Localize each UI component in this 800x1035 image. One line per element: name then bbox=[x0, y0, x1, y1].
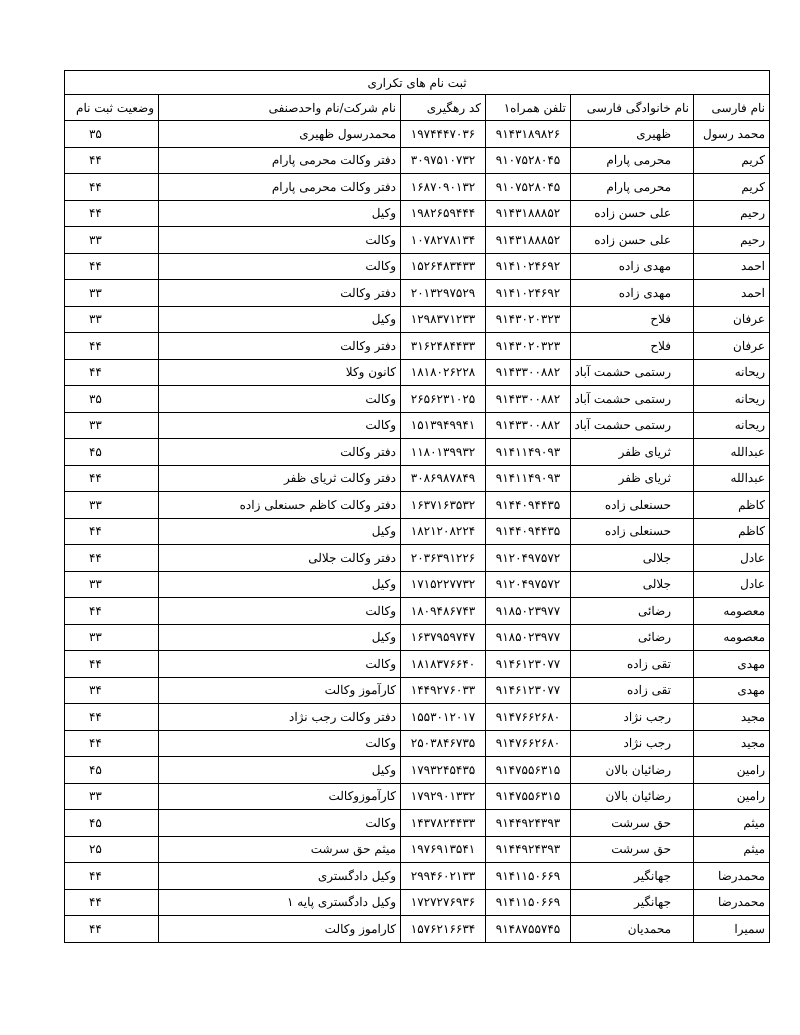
cell-tracking-code: ۲۰۳۶۳۹۱۲۲۶ bbox=[401, 545, 486, 572]
cell-last-name: جهانگیر bbox=[571, 863, 694, 890]
table-header-row bbox=[64, 95, 769, 121]
cell-status: ۴۴ bbox=[64, 916, 158, 943]
cell-tracking-code: ۱۶۳۷۹۵۹۷۴۷ bbox=[401, 624, 486, 651]
cell-tracking-code: ۳۰۸۶۹۸۷۸۴۹ bbox=[401, 465, 486, 492]
cell-company: محمدرسول ظهیری bbox=[159, 121, 401, 148]
cell-last-name: جهانگیر bbox=[571, 889, 694, 916]
cell-last-name: رجب نژاد bbox=[571, 730, 694, 757]
cell-tracking-code: ۲۹۹۴۶۰۲۱۳۳ bbox=[401, 863, 486, 890]
cell-tracking-code: ۱۸۲۱۲۰۸۲۲۴ bbox=[401, 518, 486, 545]
cell-company: وکیل دادگستری پایه ۱ bbox=[159, 889, 401, 916]
cell-last-name: جلالی bbox=[571, 571, 694, 598]
cell-status: ۴۵ bbox=[64, 810, 158, 837]
table-row bbox=[64, 863, 769, 890]
table-row bbox=[64, 253, 769, 280]
table-body bbox=[64, 121, 769, 943]
table-row bbox=[64, 651, 769, 678]
cell-first-name: سمیرا bbox=[694, 916, 770, 943]
cell-status: ۴۴ bbox=[64, 598, 158, 625]
table-row bbox=[64, 174, 769, 201]
cell-status: ۳۳ bbox=[64, 227, 158, 254]
cell-mobile: ۹۱۴۱۰۲۴۶۹۲ bbox=[486, 280, 571, 307]
cell-mobile: ۹۱۴۴۹۲۴۳۹۳ bbox=[486, 810, 571, 837]
cell-last-name: رضائی bbox=[571, 598, 694, 625]
cell-status: ۴۴ bbox=[64, 253, 158, 280]
cell-tracking-code: ۱۲۹۸۳۷۱۲۳۳ bbox=[401, 306, 486, 333]
cell-company: وکالت bbox=[159, 651, 401, 678]
table-row bbox=[64, 730, 769, 757]
cell-last-name: ظهیری bbox=[571, 121, 694, 148]
cell-company: دفتر وکالت محرمی پارام bbox=[159, 147, 401, 174]
cell-last-name: حسنعلی زاده bbox=[571, 518, 694, 545]
cell-tracking-code: ۱۷۹۳۲۴۵۴۳۵ bbox=[401, 757, 486, 784]
cell-last-name: علی حسن زاده bbox=[571, 200, 694, 227]
cell-first-name: ریحانه bbox=[694, 386, 770, 413]
cell-tracking-code: ۱۷۹۲۹۰۱۳۳۲ bbox=[401, 783, 486, 810]
cell-status: ۴۴ bbox=[64, 333, 158, 360]
table-row bbox=[64, 598, 769, 625]
cell-status: ۴۵ bbox=[64, 757, 158, 784]
cell-mobile: ۹۱۴۳۰۲۰۳۲۳ bbox=[486, 333, 571, 360]
cell-status: ۴۴ bbox=[64, 545, 158, 572]
cell-company: دفتر وکالت کاظم حسنعلی زاده bbox=[159, 492, 401, 519]
cell-last-name: رستمی حشمت آباد bbox=[571, 386, 694, 413]
table-row bbox=[64, 306, 769, 333]
cell-tracking-code: ۱۶۳۷۱۶۳۵۳۲ bbox=[401, 492, 486, 519]
cell-last-name: حق سرشت bbox=[571, 836, 694, 863]
cell-mobile: ۹۱۴۴۹۲۴۳۹۳ bbox=[486, 836, 571, 863]
table-row bbox=[64, 757, 769, 784]
cell-company: وکیل دادگستری bbox=[159, 863, 401, 890]
cell-first-name: ریحانه bbox=[694, 359, 770, 386]
header-company: نام شرکت/نام واحدصنفی bbox=[159, 95, 401, 121]
table-row bbox=[64, 545, 769, 572]
cell-mobile: ۹۱۰۷۵۲۸۰۴۵ bbox=[486, 147, 571, 174]
cell-first-name: کاظم bbox=[694, 492, 770, 519]
table-title: ثبت نام های تکراری bbox=[64, 71, 769, 95]
cell-tracking-code: ۲۵۰۳۸۴۶۷۳۵ bbox=[401, 730, 486, 757]
cell-first-name: کاظم bbox=[694, 518, 770, 545]
header-last-name: نام خانوادگی فارسی bbox=[571, 95, 694, 121]
cell-first-name: عرفان bbox=[694, 306, 770, 333]
cell-status: ۳۳ bbox=[64, 412, 158, 439]
cell-last-name: تقی زاده bbox=[571, 677, 694, 704]
table-title-row bbox=[64, 71, 769, 95]
table-row bbox=[64, 227, 769, 254]
cell-first-name: میثم bbox=[694, 810, 770, 837]
cell-status: ۴۴ bbox=[64, 200, 158, 227]
cell-first-name: عادل bbox=[694, 571, 770, 598]
cell-first-name: عرفان bbox=[694, 333, 770, 360]
table-row bbox=[64, 412, 769, 439]
cell-first-name: معصومه bbox=[694, 598, 770, 625]
table-row bbox=[64, 810, 769, 837]
table-row bbox=[64, 359, 769, 386]
cell-status: ۴۴ bbox=[64, 651, 158, 678]
cell-first-name: رامین bbox=[694, 757, 770, 784]
cell-mobile: ۹۱۴۸۷۵۵۷۴۵ bbox=[486, 916, 571, 943]
cell-first-name: رحیم bbox=[694, 200, 770, 227]
cell-company: دفتر وکالت bbox=[159, 439, 401, 466]
cell-company: وکالت bbox=[159, 386, 401, 413]
table-row bbox=[64, 386, 769, 413]
cell-mobile: ۹۱۴۷۵۵۶۳۱۵ bbox=[486, 757, 571, 784]
cell-mobile: ۹۱۴۳۳۰۰۸۸۲ bbox=[486, 386, 571, 413]
duplicate-registrations-sheet bbox=[65, 70, 770, 943]
cell-tracking-code: ۱۵۵۳۰۱۲۰۱۷ bbox=[401, 704, 486, 731]
cell-mobile: ۹۱۸۵۰۲۳۹۷۷ bbox=[486, 598, 571, 625]
cell-company: کارآموز وکالت bbox=[159, 677, 401, 704]
cell-tracking-code: ۲۰۱۳۲۹۷۵۲۹ bbox=[401, 280, 486, 307]
cell-status: ۳۵ bbox=[64, 121, 158, 148]
cell-tracking-code: ۱۴۳۷۸۲۴۴۳۳ bbox=[401, 810, 486, 837]
cell-first-name: عادل bbox=[694, 545, 770, 572]
cell-status: ۴۴ bbox=[64, 863, 158, 890]
header-status: وضعیت ثبت نام bbox=[64, 95, 158, 121]
table-row bbox=[64, 916, 769, 943]
cell-company: وکالت bbox=[159, 598, 401, 625]
cell-first-name: میثم bbox=[694, 836, 770, 863]
cell-last-name: ثریای ظفر bbox=[571, 439, 694, 466]
table-row bbox=[64, 704, 769, 731]
cell-first-name: احمد bbox=[694, 280, 770, 307]
cell-company: دفتر وکالت bbox=[159, 280, 401, 307]
cell-company: وکیل bbox=[159, 306, 401, 333]
cell-company: وکیل bbox=[159, 624, 401, 651]
cell-status: ۴۴ bbox=[64, 889, 158, 916]
cell-mobile: ۹۱۴۷۶۶۲۶۸۰ bbox=[486, 730, 571, 757]
cell-status: ۳۳ bbox=[64, 306, 158, 333]
cell-last-name: محرمی پارام bbox=[571, 147, 694, 174]
cell-tracking-code: ۱۷۱۵۲۲۷۷۳۲ bbox=[401, 571, 486, 598]
cell-company: وکالت bbox=[159, 730, 401, 757]
cell-company: وکالت bbox=[159, 412, 401, 439]
cell-tracking-code: ۱۰۷۸۲۷۸۱۳۴ bbox=[401, 227, 486, 254]
cell-mobile: ۹۱۴۳۱۸۸۸۵۲ bbox=[486, 227, 571, 254]
table-row bbox=[64, 439, 769, 466]
cell-status: ۴۴ bbox=[64, 465, 158, 492]
cell-mobile: ۹۱۲۰۴۹۷۵۷۲ bbox=[486, 571, 571, 598]
cell-last-name: رضائیان بالان bbox=[571, 757, 694, 784]
cell-first-name: ریحانه bbox=[694, 412, 770, 439]
cell-tracking-code: ۱۸۰۹۴۸۶۷۴۳ bbox=[401, 598, 486, 625]
cell-first-name: مهدی bbox=[694, 651, 770, 678]
cell-last-name: حسنعلی زاده bbox=[571, 492, 694, 519]
cell-company: وکالت bbox=[159, 810, 401, 837]
cell-company: وکیل bbox=[159, 518, 401, 545]
cell-mobile: ۹۱۴۱۱۵۰۶۶۹ bbox=[486, 863, 571, 890]
cell-mobile: ۹۱۴۳۳۰۰۸۸۲ bbox=[486, 412, 571, 439]
cell-mobile: ۹۱۴۱۱۴۹۰۹۳ bbox=[486, 465, 571, 492]
table-row bbox=[64, 571, 769, 598]
cell-company: وکیل bbox=[159, 571, 401, 598]
cell-tracking-code: ۳۱۶۲۴۸۴۴۳۳ bbox=[401, 333, 486, 360]
cell-mobile: ۹۱۴۱۱۴۹۰۹۳ bbox=[486, 439, 571, 466]
cell-last-name: رضائیان بالان bbox=[571, 783, 694, 810]
table-row bbox=[64, 783, 769, 810]
cell-first-name: رحیم bbox=[694, 227, 770, 254]
cell-tracking-code: ۳۰۹۷۵۱۰۷۳۲ bbox=[401, 147, 486, 174]
cell-mobile: ۹۱۴۶۱۲۳۰۷۷ bbox=[486, 651, 571, 678]
cell-first-name: محمدرضا bbox=[694, 889, 770, 916]
cell-first-name: عبدالله bbox=[694, 465, 770, 492]
cell-first-name: مجید bbox=[694, 704, 770, 731]
cell-first-name: احمد bbox=[694, 253, 770, 280]
cell-mobile: ۹۱۴۴۰۹۴۴۳۵ bbox=[486, 518, 571, 545]
cell-mobile: ۹۱۴۳۰۲۰۳۲۳ bbox=[486, 306, 571, 333]
header-first-name: نام فارسی bbox=[694, 95, 770, 121]
cell-mobile: ۹۱۸۵۰۲۳۹۷۷ bbox=[486, 624, 571, 651]
cell-company: وکالت bbox=[159, 253, 401, 280]
cell-status: ۳۳ bbox=[64, 571, 158, 598]
cell-first-name: مجید bbox=[694, 730, 770, 757]
cell-last-name: رضائی bbox=[571, 624, 694, 651]
cell-tracking-code: ۱۵۱۳۹۴۹۹۴۱ bbox=[401, 412, 486, 439]
table-row bbox=[64, 492, 769, 519]
cell-status: ۴۴ bbox=[64, 359, 158, 386]
cell-company: دفتر وکالت جلالی bbox=[159, 545, 401, 572]
cell-first-name: محمدرضا bbox=[694, 863, 770, 890]
cell-status: ۴۴ bbox=[64, 147, 158, 174]
cell-tracking-code: ۱۹۷۶۹۱۳۵۴۱ bbox=[401, 836, 486, 863]
cell-mobile: ۹۱۴۶۱۲۳۰۷۷ bbox=[486, 677, 571, 704]
cell-last-name: فلاح bbox=[571, 306, 694, 333]
cell-first-name: محمد رسول bbox=[694, 121, 770, 148]
cell-tracking-code: ۱۹۷۴۴۴۷۰۳۶ bbox=[401, 121, 486, 148]
cell-tracking-code: ۱۹۸۲۶۵۹۴۴۴ bbox=[401, 200, 486, 227]
cell-mobile: ۹۱۴۷۵۵۶۳۱۵ bbox=[486, 783, 571, 810]
cell-tracking-code: ۱۸۱۸۳۷۶۶۴۰ bbox=[401, 651, 486, 678]
cell-tracking-code: ۱۵۷۶۲۱۶۶۳۴ bbox=[401, 916, 486, 943]
cell-last-name: رستمی حشمت آباد bbox=[571, 359, 694, 386]
table-row bbox=[64, 200, 769, 227]
table-row bbox=[64, 836, 769, 863]
cell-last-name: مهدی زاده bbox=[571, 280, 694, 307]
cell-last-name: علی حسن زاده bbox=[571, 227, 694, 254]
cell-last-name: ثریای ظفر bbox=[571, 465, 694, 492]
cell-tracking-code: ۱۶۸۷۰۹۰۱۳۲ bbox=[401, 174, 486, 201]
cell-tracking-code: ۱۱۸۰۱۳۹۹۳۲ bbox=[401, 439, 486, 466]
cell-company: دفتر وکالت محرمی پارام bbox=[159, 174, 401, 201]
cell-company: کانون وکلا bbox=[159, 359, 401, 386]
duplicate-registrations-table bbox=[64, 70, 770, 943]
cell-status: ۲۵ bbox=[64, 836, 158, 863]
table-row bbox=[64, 147, 769, 174]
cell-tracking-code: ۱۷۲۷۲۷۶۹۳۶ bbox=[401, 889, 486, 916]
cell-first-name: کریم bbox=[694, 147, 770, 174]
cell-status: ۳۳ bbox=[64, 280, 158, 307]
cell-company: وکیل bbox=[159, 200, 401, 227]
table-row bbox=[64, 624, 769, 651]
cell-mobile: ۹۱۰۷۵۲۸۰۴۵ bbox=[486, 174, 571, 201]
cell-last-name: محمدیان bbox=[571, 916, 694, 943]
cell-status: ۴۴ bbox=[64, 174, 158, 201]
cell-tracking-code: ۱۴۴۹۲۷۶۰۳۳ bbox=[401, 677, 486, 704]
cell-mobile: ۹۱۴۴۰۹۴۴۳۵ bbox=[486, 492, 571, 519]
cell-mobile: ۹۱۴۱۰۲۴۶۹۲ bbox=[486, 253, 571, 280]
cell-last-name: جلالی bbox=[571, 545, 694, 572]
cell-last-name: فلاح bbox=[571, 333, 694, 360]
cell-mobile: ۹۱۴۱۱۵۰۶۶۹ bbox=[486, 889, 571, 916]
cell-status: ۴۴ bbox=[64, 518, 158, 545]
cell-status: ۴۵ bbox=[64, 439, 158, 466]
cell-last-name: مهدی زاده bbox=[571, 253, 694, 280]
cell-company: وکالت bbox=[159, 227, 401, 254]
cell-company: وکیل bbox=[159, 757, 401, 784]
cell-company: دفتر وکالت bbox=[159, 333, 401, 360]
cell-tracking-code: ۱۵۲۶۴۸۳۴۳۳ bbox=[401, 253, 486, 280]
cell-company: میثم حق سرشت bbox=[159, 836, 401, 863]
cell-status: ۴۴ bbox=[64, 704, 158, 731]
table-row bbox=[64, 280, 769, 307]
cell-status: ۴۴ bbox=[64, 730, 158, 757]
cell-first-name: معصومه bbox=[694, 624, 770, 651]
cell-first-name: رامین bbox=[694, 783, 770, 810]
cell-last-name: رجب نژاد bbox=[571, 704, 694, 731]
header-tracking-code: کد رهگیری bbox=[401, 95, 486, 121]
cell-last-name: رستمی حشمت آباد bbox=[571, 412, 694, 439]
cell-company: کاراموز وکالت bbox=[159, 916, 401, 943]
cell-status: ۳۵ bbox=[64, 386, 158, 413]
cell-company: دفتر وکالت ثریای ظفر bbox=[159, 465, 401, 492]
cell-company: کارآموزوکالت bbox=[159, 783, 401, 810]
cell-mobile: ۹۱۴۳۳۰۰۸۸۲ bbox=[486, 359, 571, 386]
table-row bbox=[64, 465, 769, 492]
table-row bbox=[64, 518, 769, 545]
cell-mobile: ۹۱۴۳۱۸۸۸۵۲ bbox=[486, 200, 571, 227]
cell-first-name: عبدالله bbox=[694, 439, 770, 466]
table-row bbox=[64, 677, 769, 704]
cell-mobile: ۹۱۴۳۱۸۹۸۲۶ bbox=[486, 121, 571, 148]
cell-last-name: تقی زاده bbox=[571, 651, 694, 678]
cell-first-name: کریم bbox=[694, 174, 770, 201]
cell-status: ۳۴ bbox=[64, 677, 158, 704]
cell-status: ۳۳ bbox=[64, 492, 158, 519]
cell-tracking-code: ۱۸۱۸۰۲۶۲۲۸ bbox=[401, 359, 486, 386]
cell-last-name: حق سرشت bbox=[571, 810, 694, 837]
table-row bbox=[64, 889, 769, 916]
cell-last-name: محرمی پارام bbox=[571, 174, 694, 201]
cell-mobile: ۹۱۲۰۴۹۷۵۷۲ bbox=[486, 545, 571, 572]
cell-mobile: ۹۱۴۷۶۶۲۶۸۰ bbox=[486, 704, 571, 731]
cell-first-name: مهدی bbox=[694, 677, 770, 704]
header-mobile: تلفن همراه۱ bbox=[486, 95, 571, 121]
cell-status: ۳۳ bbox=[64, 783, 158, 810]
cell-status: ۳۳ bbox=[64, 624, 158, 651]
cell-tracking-code: ۲۶۵۶۲۳۱۰۲۵ bbox=[401, 386, 486, 413]
table-row bbox=[64, 121, 769, 148]
cell-company: دفتر وکالت رجب نژاد bbox=[159, 704, 401, 731]
table-row bbox=[64, 333, 769, 360]
